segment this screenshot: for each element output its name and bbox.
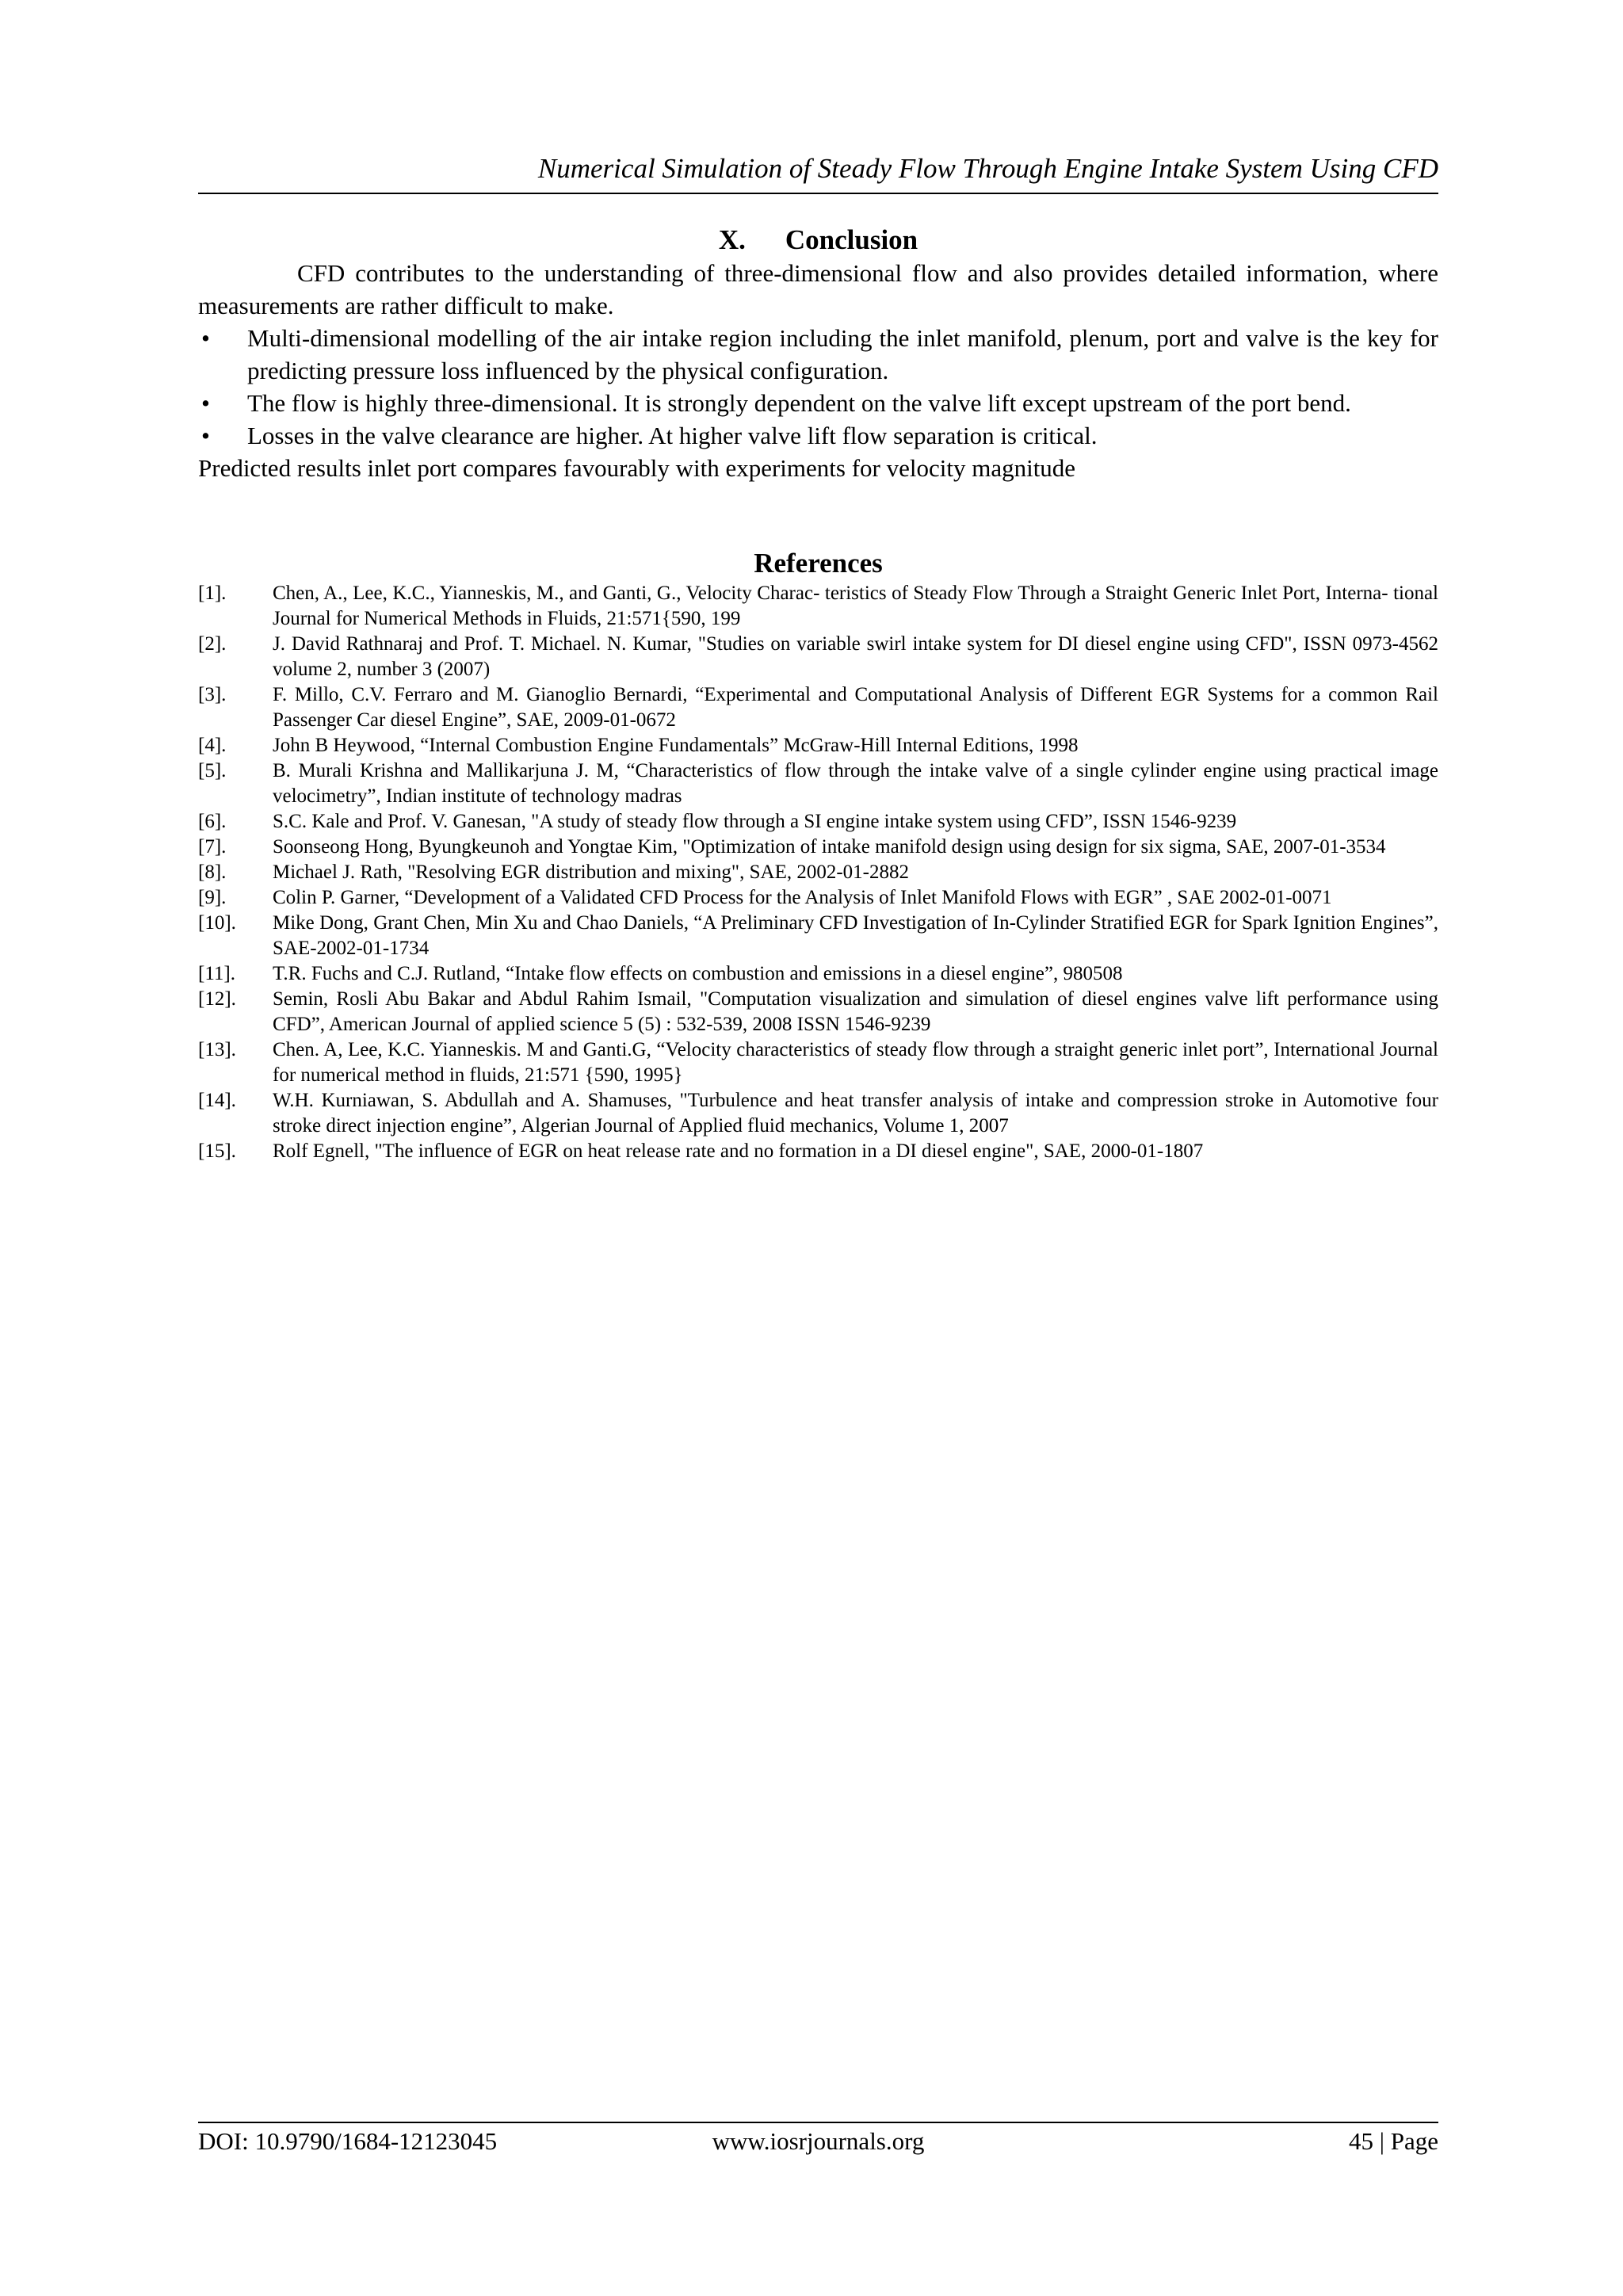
- footer-page-number: 45 | Page: [1349, 2127, 1438, 2155]
- reference-text: John B Heywood, “Internal Combustion Engine Fundamentals” McGraw-Hill Internal Editions, 1998: [273, 735, 1079, 756]
- reference-number: [6].: [198, 811, 227, 832]
- reference-number: [3].: [198, 684, 227, 705]
- reference-number: [5].: [198, 760, 227, 781]
- reference-number: [8].: [198, 861, 227, 883]
- reference-item: [198, 632, 1438, 682]
- reference-text: Chen. A, Lee, K.C. Yianneskis. M and Ganti.G, “Velocity characteristics of steady flow through a straight generic inlet port”, International Journal for numerical method in fluids, 21:571 {590, 1995}: [273, 1039, 1438, 1086]
- reference-text: W.H. Kurniawan, S. Abdullah and A. Shamuses, "Turbulence and heat transfer analysis of intake and compression stroke in Automotive four stroke direct injection engine”, Algerian Journal of Applied fluid mechanics, Volume 1, 2007: [273, 1090, 1438, 1137]
- reference-text: S.C. Kale and Prof. V. Ganesan, "A study of steady flow through a SI engine intake system using CFD”, ISSN 1546-9239: [273, 811, 1237, 832]
- reference-text: T.R. Fuchs and C.J. Rutland, “Intake flow effects on combustion and emissions in a diesel engine”, 980508: [273, 963, 1123, 984]
- reference-number: [1].: [198, 583, 227, 604]
- reference-number: [11].: [198, 963, 235, 984]
- bullet-text: Multi-dimensional modelling of the air intake region including the inlet manifold, plenum, port and valve is the key for predicting pressure loss influenced by the physical configuration.: [247, 324, 1438, 384]
- conclusion-intro-paragraph: CFD contributes to the understanding of three-dimensional flow and also provides detailed information, where measurements are rather difficult to make.: [198, 259, 1438, 319]
- reference-text: Michael J. Rath, "Resolving EGR distribution and mixing", SAE, 2002-01-2882: [273, 861, 910, 883]
- reference-number: [12].: [198, 988, 236, 1010]
- reference-text: Semin, Rosli Abu Bakar and Abdul Rahim Ismail, "Computation visualization and simulation of diesel engines valve lift performance using CFD”, American Journal of applied science 5 (5) : 532-539, 2008 ISSN 1546-9239: [273, 988, 1438, 1035]
- bullet-icon: •: [201, 422, 210, 449]
- footer-divider: [198, 2122, 1438, 2123]
- reference-item: [198, 733, 1438, 758]
- bullet-item: [198, 322, 1438, 387]
- reference-item: [198, 961, 1438, 987]
- reference-item: [198, 860, 1438, 885]
- reference-number: [2].: [198, 633, 227, 655]
- reference-number: [9].: [198, 887, 227, 908]
- reference-number: [4].: [198, 735, 227, 756]
- page: [198, 0, 1438, 2296]
- reference-item: [198, 581, 1438, 632]
- reference-text: B. Murali Krishna and Mallikarjuna J. M, “Characteristics of flow through the intake valve of a single cylinder engine using practical image velocimetry”, Indian institute of technology madras: [273, 760, 1438, 807]
- reference-item: [198, 987, 1438, 1037]
- bullet-icon: •: [201, 324, 210, 352]
- reference-text: Soonseong Hong, Byungkeunoh and Yongtae Kim, "Optimization of intake manifold design using design for six sigma, SAE, 2007-01-3534: [273, 836, 1386, 858]
- reference-item: [198, 1088, 1438, 1139]
- running-header-title: Numerical Simulation of Steady Flow Through Engine Intake System Using CFD: [537, 153, 1438, 184]
- bullet-icon: •: [201, 389, 210, 417]
- conclusion-closing-paragraph: Predicted results inlet port compares favourably with experiments for velocity magnitude: [198, 454, 1076, 482]
- reference-item: [198, 835, 1438, 860]
- bullet-item: [198, 387, 1438, 419]
- reference-item: [198, 682, 1438, 733]
- reference-text: Chen, A., Lee, K.C., Yianneskis, M., and Ganti, G., Velocity Charac- teristics of Steady Flow Through a Straight Generic Inlet Port, Interna- tional Journal for Numerical Methods in Fluids, 21:571{590, 199: [273, 583, 1438, 629]
- reference-number: [7].: [198, 836, 227, 858]
- reference-number: [15].: [198, 1140, 236, 1162]
- reference-item: [198, 758, 1438, 809]
- reference-text: F. Millo, C.V. Ferraro and M. Gianoglio Bernardi, “Experimental and Computational Analysis of Different EGR Systems for a common Rail Passenger Car diesel Engine”, SAE, 2009-01-0672: [273, 684, 1438, 731]
- reference-text: Colin P. Garner, “Development of a Validated CFD Process for the Analysis of Inlet Manifold Flows with EGR” , SAE 2002-01-0071: [273, 887, 1332, 908]
- reference-item: [198, 1139, 1438, 1164]
- bullet-text: The flow is highly three-dimensional. It is strongly dependent on the valve lift except upstream of the port bend.: [247, 389, 1351, 417]
- references-heading: References: [754, 548, 883, 579]
- footer-website: www.iosrjournals.org: [712, 2127, 925, 2155]
- conclusion-body: [198, 257, 1438, 484]
- section-number: X.: [718, 224, 746, 255]
- header-divider: [198, 193, 1438, 194]
- reference-list: [198, 581, 1438, 1164]
- section-title: Conclusion: [785, 224, 918, 255]
- reference-text: J. David Rathnaraj and Prof. T. Michael. N. Kumar, "Studies on variable swirl intake system for DI diesel engine using CFD", ISSN 0973-4562 volume 2, number 3 (2007): [273, 633, 1438, 680]
- conclusion-bullet-list: [198, 322, 1438, 452]
- section-heading: [198, 223, 1438, 257]
- reference-number: [13].: [198, 1039, 236, 1060]
- reference-item: [198, 885, 1438, 911]
- reference-text: Mike Dong, Grant Chen, Min Xu and Chao Daniels, “A Preliminary CFD Investigation of In-Cylinder Stratified EGR for Spark Ignition Engines”, SAE-2002-01-1734: [273, 912, 1438, 959]
- page-footer: [198, 2124, 1438, 2159]
- bullet-item: [198, 419, 1438, 452]
- reference-item: [198, 911, 1438, 961]
- reference-item: [198, 809, 1438, 835]
- reference-text: Rolf Egnell, "The influence of EGR on heat release rate and no formation in a DI diesel engine", SAE, 2000-01-1807: [273, 1140, 1204, 1162]
- reference-item: [198, 1037, 1438, 1088]
- bullet-text: Losses in the valve clearance are higher. At higher valve lift flow separation is critical.: [247, 422, 1098, 449]
- reference-number: [14].: [198, 1090, 236, 1111]
- footer-doi: DOI: 10.9790/1684-12123045: [198, 2127, 498, 2155]
- reference-number: [10].: [198, 912, 236, 934]
